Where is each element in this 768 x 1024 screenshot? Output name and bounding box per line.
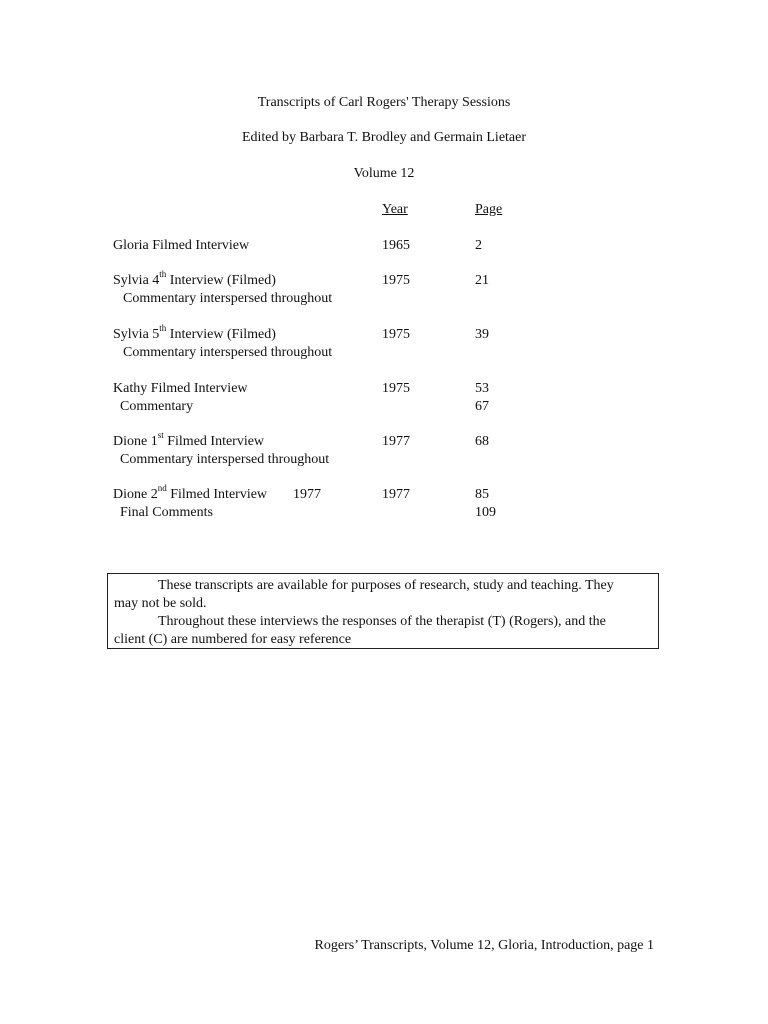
table-row-name: Dione 2nd Filmed Interview	[113, 483, 268, 502]
table-row-page: 21	[475, 273, 489, 288]
table-row-name: Kathy Filmed Interview	[113, 381, 248, 396]
table-row-name: Gloria Filmed Interview	[113, 238, 250, 253]
table-row-year: 1975	[382, 273, 410, 288]
year-column-header: Year	[382, 202, 408, 217]
page-column-header: Page	[475, 202, 503, 217]
table-row-extra-year: 1977	[293, 487, 321, 502]
table-row-subtext: Final Comments	[120, 505, 213, 520]
table-row-page: 39	[475, 327, 489, 342]
table-row-page: 85	[475, 487, 489, 502]
notice-line: These transcripts are available for purposes of research, study and teaching. They	[158, 578, 614, 593]
table-row-name: Sylvia 5th Interview (Filmed)	[113, 323, 276, 342]
table-row-subpage: 109	[475, 505, 496, 520]
table-row-subtext: Commentary	[120, 399, 194, 414]
volume-label: Volume 12	[353, 166, 415, 181]
document-editors: Edited by Barbara T. Brodley and Germain Lietaer	[241, 130, 527, 145]
table-row-subtext: Commentary interspersed throughout	[123, 291, 333, 306]
table-row-year: 1975	[382, 327, 410, 342]
table-row-year: 1965	[382, 238, 410, 253]
table-row-name: Dione 1st Filmed Interview	[113, 430, 265, 449]
table-row-page: 53	[475, 381, 489, 396]
table-row-name: Sylvia 4th Interview (Filmed)	[113, 269, 276, 288]
notice-line: Throughout these interviews the responses of the therapist (T) (Rogers), and the	[158, 614, 606, 629]
usage-notice-box	[107, 573, 659, 649]
document-title: Transcripts of Carl Rogers' Therapy Sessions	[257, 95, 511, 110]
table-row-year: 1977	[382, 487, 410, 502]
table-row-year: 1977	[382, 434, 410, 449]
notice-line: may not be sold.	[114, 596, 207, 611]
table-row-subpage: 67	[475, 399, 489, 414]
table-row-subtext: Commentary interspersed throughout	[123, 345, 333, 360]
table-row-year: 1975	[382, 381, 410, 396]
table-row-page: 2	[475, 238, 482, 253]
page-footer: Rogers’ Transcripts, Volume 12, Gloria, Introduction, page 1	[314, 938, 654, 953]
notice-line: client (C) are numbered for easy reference	[114, 632, 352, 647]
table-row-subtext: Commentary interspersed throughout	[120, 452, 330, 467]
table-row-page: 68	[475, 434, 489, 449]
